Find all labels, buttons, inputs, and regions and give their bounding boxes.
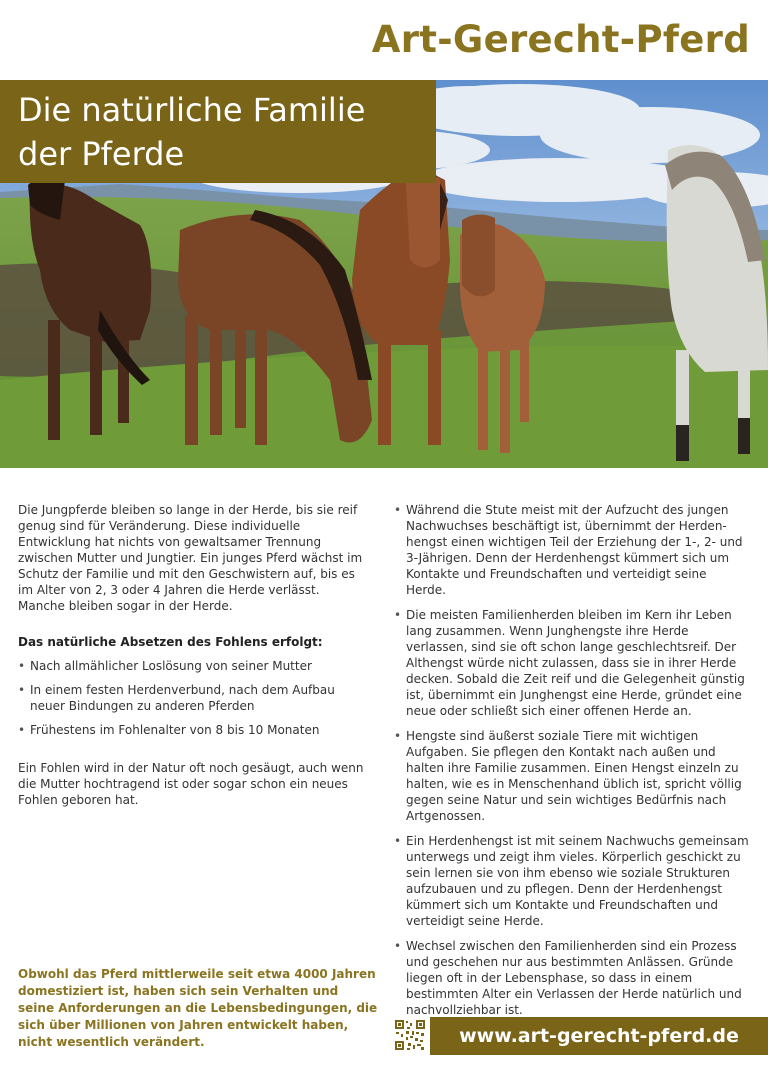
brand-title: Art-Gerecht-Pferd — [371, 18, 750, 61]
weaning-list — [18, 658, 368, 738]
list-item: • In einem festen Herdenverbund, nach dem Aufbau neuer Bindungen zu anderen Pferden — [18, 682, 368, 714]
list-item: • Während die Stute meist mit der Aufzucht des jungen Nachwuchses beschäftigt ist, übernimmt der Herden-hengst einen wichtigen Teil der Erziehung der 1-, 2- und 3-Jährigen. Denn der Herdenhengst kümmert sich um Kontakte und Freundschaften und verteidigt seine Herde. — [394, 502, 750, 598]
list-item: • Nach allmählicher Loslösung von seiner Mutter — [18, 658, 368, 674]
title-line-2: der Pferde — [18, 135, 185, 173]
list-item: • Frühestens im Fohlenalter von 8 bis 10 Monaten — [18, 722, 368, 738]
list-item: • Ein Herdenhengst ist mit seinem Nachwuchs gemeinsam unterwegs und zeigt ihm vieles. Körperlich geschickt zu sein lernen sie von ihm ebenso wie soziale Strukturen aufzubauen und zu pflegen. Denn der Herdenhengst kümmert sich um Kontakte und Freundschaften und verteidigt seine Herde. — [394, 833, 750, 929]
stallion-list — [394, 502, 750, 1018]
page-title — [0, 80, 436, 183]
left-column — [18, 502, 368, 828]
list-item: • Die meisten Familienherden bleiben im Kern ihr Leben lang zusammen. Wenn Junghengste ihre Herde verlassen, sind sie oft schon lange geschlechtsreif. Der Althengst würde nicht zulassen, dass sie in ihrer Herde decken. Sobald die Zeit reif und die Gelegenheit günstig ist, übernimmt ein Junghengst eine Herde, gründet eine neue oder schließt sich einer offenen Herde an. — [394, 607, 750, 719]
list-item: • Hengste sind äußerst soziale Tiere mit wichtigen Aufgaben. Sie pflegen den Kontakt nach außen und halten ihre Familie zusammen. Einen Hengst einzeln zu halten, wie es in Menschenhand üblich ist, spricht völlig gegen seine Natur und sein wichtiges Bedürfnis nach Artgenossen. — [394, 728, 750, 824]
list-item: • Wechsel zwischen den Familienherden sind ein Prozess und geschehen nur aus bestimmten Anlässen. Gründe liegen oft in der Lebensphase, so dass in einem bestimmten Alter ein Verlassen der Herde natürlich und nachvollziehbar ist. — [394, 938, 750, 1018]
intro-paragraph: Die Jungpferde bleiben so lange in der Herde, bis sie reif genug sind für Veränderung. Diese individuelle Entwicklung hat nichts von gewaltsamer Trennung zwischen Mutter und Jungtier. Ein junges Pferd wächst im Schutz der Familie und mit den Geschwistern auf, bis es im Alter von 2, 3 oder 4 Jahren die Herde verlässt. Manche bleiben sogar in der Herde. — [18, 503, 363, 613]
weaning-heading: Das natürliche Absetzen des Fohlens erfolgt: — [18, 635, 323, 649]
title-line-1: Die natürliche Familie — [18, 91, 366, 129]
closing-paragraph: Ein Fohlen wird in der Natur oft noch gesäugt, auch wenn die Mutter hochtragend ist oder sogar schon ein neues Fohlen geboren hat. — [18, 761, 364, 807]
right-column — [394, 502, 750, 1040]
website-link[interactable]: www.art-gerecht-pferd.de — [430, 1017, 768, 1055]
qr-code-icon[interactable] — [394, 1019, 426, 1051]
highlight-quote: Obwohl das Pferd mittlerweile seit etwa 4000 Jahren domestiziert ist, haben sich sein Verhalten und seine Anforderungen an die Lebensbedingungen, die sich über Millionen von Jahren entwickelt haben, nicht wesentlich verändert. — [18, 967, 378, 1049]
